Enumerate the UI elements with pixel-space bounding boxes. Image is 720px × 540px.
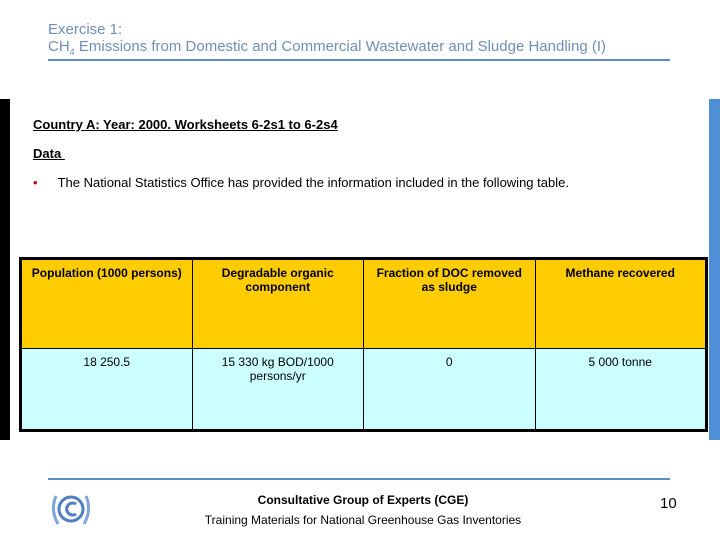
bullet-item [33, 175, 569, 190]
table-cell: 18 250.5 [21, 349, 193, 431]
page-number: 10 [660, 495, 677, 512]
title-divider [48, 59, 670, 61]
data-heading: Data [33, 146, 65, 161]
title-line1: Exercise 1: [48, 21, 123, 38]
subtitle: Country A: Year: 2000. Worksheets 6-2s1 to 6-2s4 [33, 117, 338, 132]
footer-materials: Training Materials for National Greenhouse Gas Inventories [204, 513, 522, 527]
table-cell: 15 330 kg BOD/1000 persons/yr [192, 349, 364, 431]
table-header-row [21, 259, 707, 349]
data-table [19, 257, 708, 432]
title-rest: Emissions from Domestic and Commercial Wastewater and Sludge Handling (I) [74, 38, 606, 55]
title-subscript: 4 [69, 47, 75, 57]
left-accent-bar [0, 99, 10, 440]
table-cell: 0 [364, 349, 536, 431]
title-line2 [48, 38, 606, 61]
right-accent-bar [709, 99, 720, 440]
title-ch: CH [48, 38, 70, 55]
table-cell: 5 000 tonne [535, 349, 707, 431]
header-cell: Degradable organic component [192, 259, 364, 349]
bullet-text: The National Statistics Office has provided the information included in the following table. [57, 175, 569, 190]
table-row [21, 349, 707, 431]
bullet-icon: • [33, 175, 38, 190]
header-cell: Methane recovered [535, 259, 707, 349]
slide-title [48, 21, 606, 61]
header-cell: Population (1000 persons) [21, 259, 193, 349]
header-cell: Fraction of DOC removed as sludge [364, 259, 536, 349]
footer-org: Consultative Group of Experts (CGE) [257, 493, 469, 507]
footer-divider [48, 478, 670, 480]
